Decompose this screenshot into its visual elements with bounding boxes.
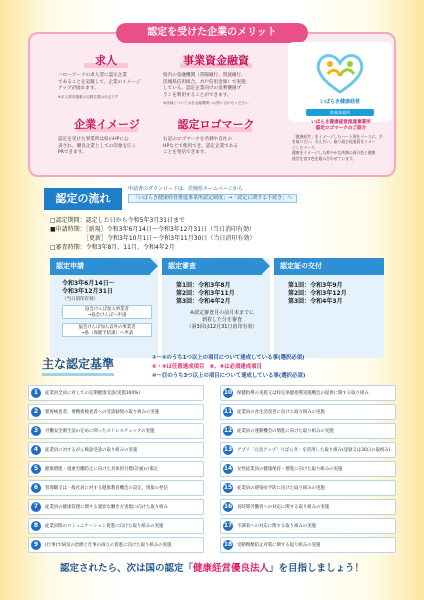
criteria-item: [28, 423, 204, 439]
flow-title: 認定の流れ: [44, 188, 122, 210]
route-chip-kyokai: 協会けんぽ加入事業者 →協会けんぽへ申請: [62, 305, 152, 319]
criteria-item: [28, 461, 204, 477]
merit-text-recruit: ハローワークの求人票に認定企業 であることを記載して、企業のイメージ アップが図れます。: [58, 73, 141, 92]
criteria-number: 3: [31, 426, 41, 436]
criteria-item: [220, 423, 396, 439]
step-arrow-icon: [150, 258, 158, 274]
criteria-item: [220, 461, 396, 477]
criteria-item: [28, 518, 204, 534]
criteria-number: 18: [223, 541, 233, 548]
criteria-number: 6: [31, 483, 41, 493]
merit-heading-loan: 事業資金融資: [183, 54, 249, 67]
criteria-number: 5: [31, 464, 41, 474]
criteria-text: 従業員に対するがん検診受診の取り組みの実施: [45, 448, 138, 453]
schedule-renew: ［更新］令和3年10月1日～令和3年11月30日（当日消印有効）: [50, 235, 256, 242]
logo-caption: いばらき健康経営推進事業所 認定ロゴマークのご紹介: [311, 120, 371, 131]
criteria-text: 労働安全衛生法の定めに則ったストレスチェックの実施: [45, 429, 155, 434]
criteria-text: 不調者への対応に関する取り組みの実施: [237, 524, 317, 529]
merit-text-image: 認定を受けた事業所は県のHPに公 表され、優良企業としての印象を広く PRできます。: [58, 137, 137, 156]
criteria-number: 10: [223, 389, 233, 396]
criteria-number: 2: [31, 407, 41, 417]
criteria-number: 1: [31, 388, 41, 398]
criteria-number: 7: [31, 502, 41, 512]
criteria-rule: ⑩～⑰のうち3つ以上の項目について達成している事(選択必須): [152, 373, 306, 379]
merit-heading-image: 企業イメージ: [74, 118, 140, 131]
criteria-text: 従業員全員に対しての定期健康受診(実施100%): [45, 391, 141, 396]
logo-band: 推進事業所: [306, 109, 374, 116]
criteria-item: [28, 480, 204, 496]
flow-lead: 申請書のダウンロードは、茨城県ホームページから 「いばらき健康経営推進事業所認定制度」→「認定に関する手続き」へ: [128, 186, 297, 203]
merit-heading-recruit: 求人: [95, 54, 117, 67]
schedule-review: □審査時期：令和3年8月、11月、令和4年2月: [50, 244, 175, 251]
criteria-rule: ⑥・⑨は任意達成項目 ⑧、⑨は必須達成項目: [152, 364, 262, 370]
criteria-text: 従業員間のコミュニケーション促進に向けた取り組みの実施: [45, 524, 164, 529]
step-body-review: 第1回：令和3年8月 第2回：令和3年11月 第3回：令和4年2月: [176, 282, 235, 305]
merit-note-loan: ※詳細については各金融機関へお問い合わせください: [163, 101, 249, 105]
step-body-apply: 令和3年6月14日～ 令和3年12月31日 （当日消印有効）: [62, 280, 115, 302]
criteria-text: 従業員の健康管理に関する適切な働き方実現に向けた取り組み: [45, 505, 168, 510]
criteria-number: 16: [223, 503, 233, 510]
logo-description: 「健康経営」をイメージしたハート形をベースに、手 を取り合い、支え合い、取り組む従業員をイメー ジしたマーク。 健康をイメージした黄やかな茨城の両の色と健康 経営を表す色を組み合わせています。: [292, 134, 383, 161]
criteria-text: 従業員の感染症予防に向けた取り組みの実施: [237, 486, 325, 491]
step-note-review: ※認定審査月の前月末までに 到着した分を審査 （第3回は12月31日消印有効）: [186, 310, 258, 330]
criteria-text: 長時間労働者への対応に関する取り組みの実施: [237, 505, 330, 510]
criteria-text: 女性従業員の健康保持・増進に向けた取り組みの実施: [237, 467, 343, 472]
criteria-title: 主な認定基準: [42, 355, 114, 376]
criteria-text: (仕事)で病気の治療と仕事の両立の促進に向けた取り組みの実施: [45, 543, 172, 548]
merit-text-loan: 県内の金融機関（常陽銀行、筑波銀行、 茨城県信用組合、水戸信用金庫）で実施 している、認定企業向けの金利優遇プ ランを利用することができます。: [163, 73, 246, 98]
criteria-number: 12: [223, 427, 233, 434]
criteria-item: [220, 518, 396, 534]
criteria-item: [220, 385, 396, 401]
criteria-item: [28, 385, 204, 401]
criteria-item: [220, 537, 396, 553]
merit-text-logo: 右記のロゴマークを名刺や自社の HPなどで使用でき、認定企業である ことを発信できます。: [163, 137, 238, 156]
criteria-item: [220, 499, 396, 515]
criteria-item: [28, 499, 204, 515]
heart-logo-icon: [288, 44, 392, 102]
step-body-issue: 第1回：令和3年9月 第2回：令和3年12月 第3回：令和4年3月: [288, 282, 347, 305]
criteria-text: 従業員の運動機会の増進に向けた取り組みの実施: [237, 429, 334, 434]
criteria-item: [220, 442, 396, 458]
criteria-text: 要再検査者、要精密検査者への受診勧奨の取り組みの実施: [45, 410, 160, 415]
criteria-item: [28, 404, 204, 420]
step-label-issue: 認定証の交付: [274, 258, 384, 275]
step-label-review: 認定審査: [162, 258, 262, 275]
merit-heading-logo: 認定ロゴマーク: [177, 118, 255, 131]
step-label-apply: 認定申請: [50, 258, 150, 275]
criteria-number: 17: [223, 522, 233, 529]
criteria-text: アプリ「元気アップ！りばらき」を活用した取り組み(登録又は30日の取組み): [237, 448, 391, 453]
schedule-apply: ■申請時期：［新規］令和3年6月14日～令和3年12月31日（当日消印有効）: [50, 226, 256, 233]
criteria-text: 健康増進・過重労働防止に向けた具体的目標(計画)の策定: [45, 467, 159, 472]
logo-card: [288, 42, 392, 122]
criteria-number: 4: [31, 445, 41, 455]
criteria-number: 11: [223, 408, 233, 415]
merits-title: 認定を受けた企業のメリット: [116, 23, 308, 43]
criteria-number: 13: [223, 446, 233, 453]
criteria-item: [28, 442, 204, 458]
criteria-number: 14: [223, 465, 233, 472]
route-chip-prefecture: 協会けんぽ加入以外の事業者 →県（保健予防課）へ申請: [62, 323, 152, 337]
bottom-message: 認定されたら、次は国の認定「健康経営優良法人」を目指しましょう！: [59, 563, 365, 574]
step-arrow-icon: [262, 258, 270, 274]
criteria-text: 管理職又は一般社員に対する健康教育機会の設定、情報の発信: [45, 486, 168, 491]
criteria-text: 保健指導の実施又は特定保健指導実施機会の提供に関する取り組み: [237, 391, 369, 396]
criteria-text: 従業員の食生活改善に向けた取り組みの実施: [237, 410, 325, 415]
download-link[interactable]: 「いばらき健康経営推進事業所認定制度」→「認定に関する手続き」へ: [128, 194, 297, 203]
criteria-item: [220, 480, 396, 496]
criteria-text: 受動喫煙防止対策に関する取り組みの実施: [237, 543, 321, 548]
criteria-item: [220, 404, 396, 420]
criteria-number: 15: [223, 484, 233, 491]
criteria-item: [28, 537, 204, 553]
criteria-rule: ①～⑤のうち1つ以上の項目について達成している事(選択必須): [152, 355, 305, 361]
logo-name: いばらき健康経営: [319, 99, 360, 105]
merit-note-recruit: ※求人票内掲載の記載位置は未定です: [58, 95, 119, 99]
criteria-number: 8: [31, 521, 41, 531]
schedule-period: □認定期間：認定した日から令和5年3月31日まで: [50, 217, 185, 224]
criteria-number: 9: [31, 540, 41, 550]
